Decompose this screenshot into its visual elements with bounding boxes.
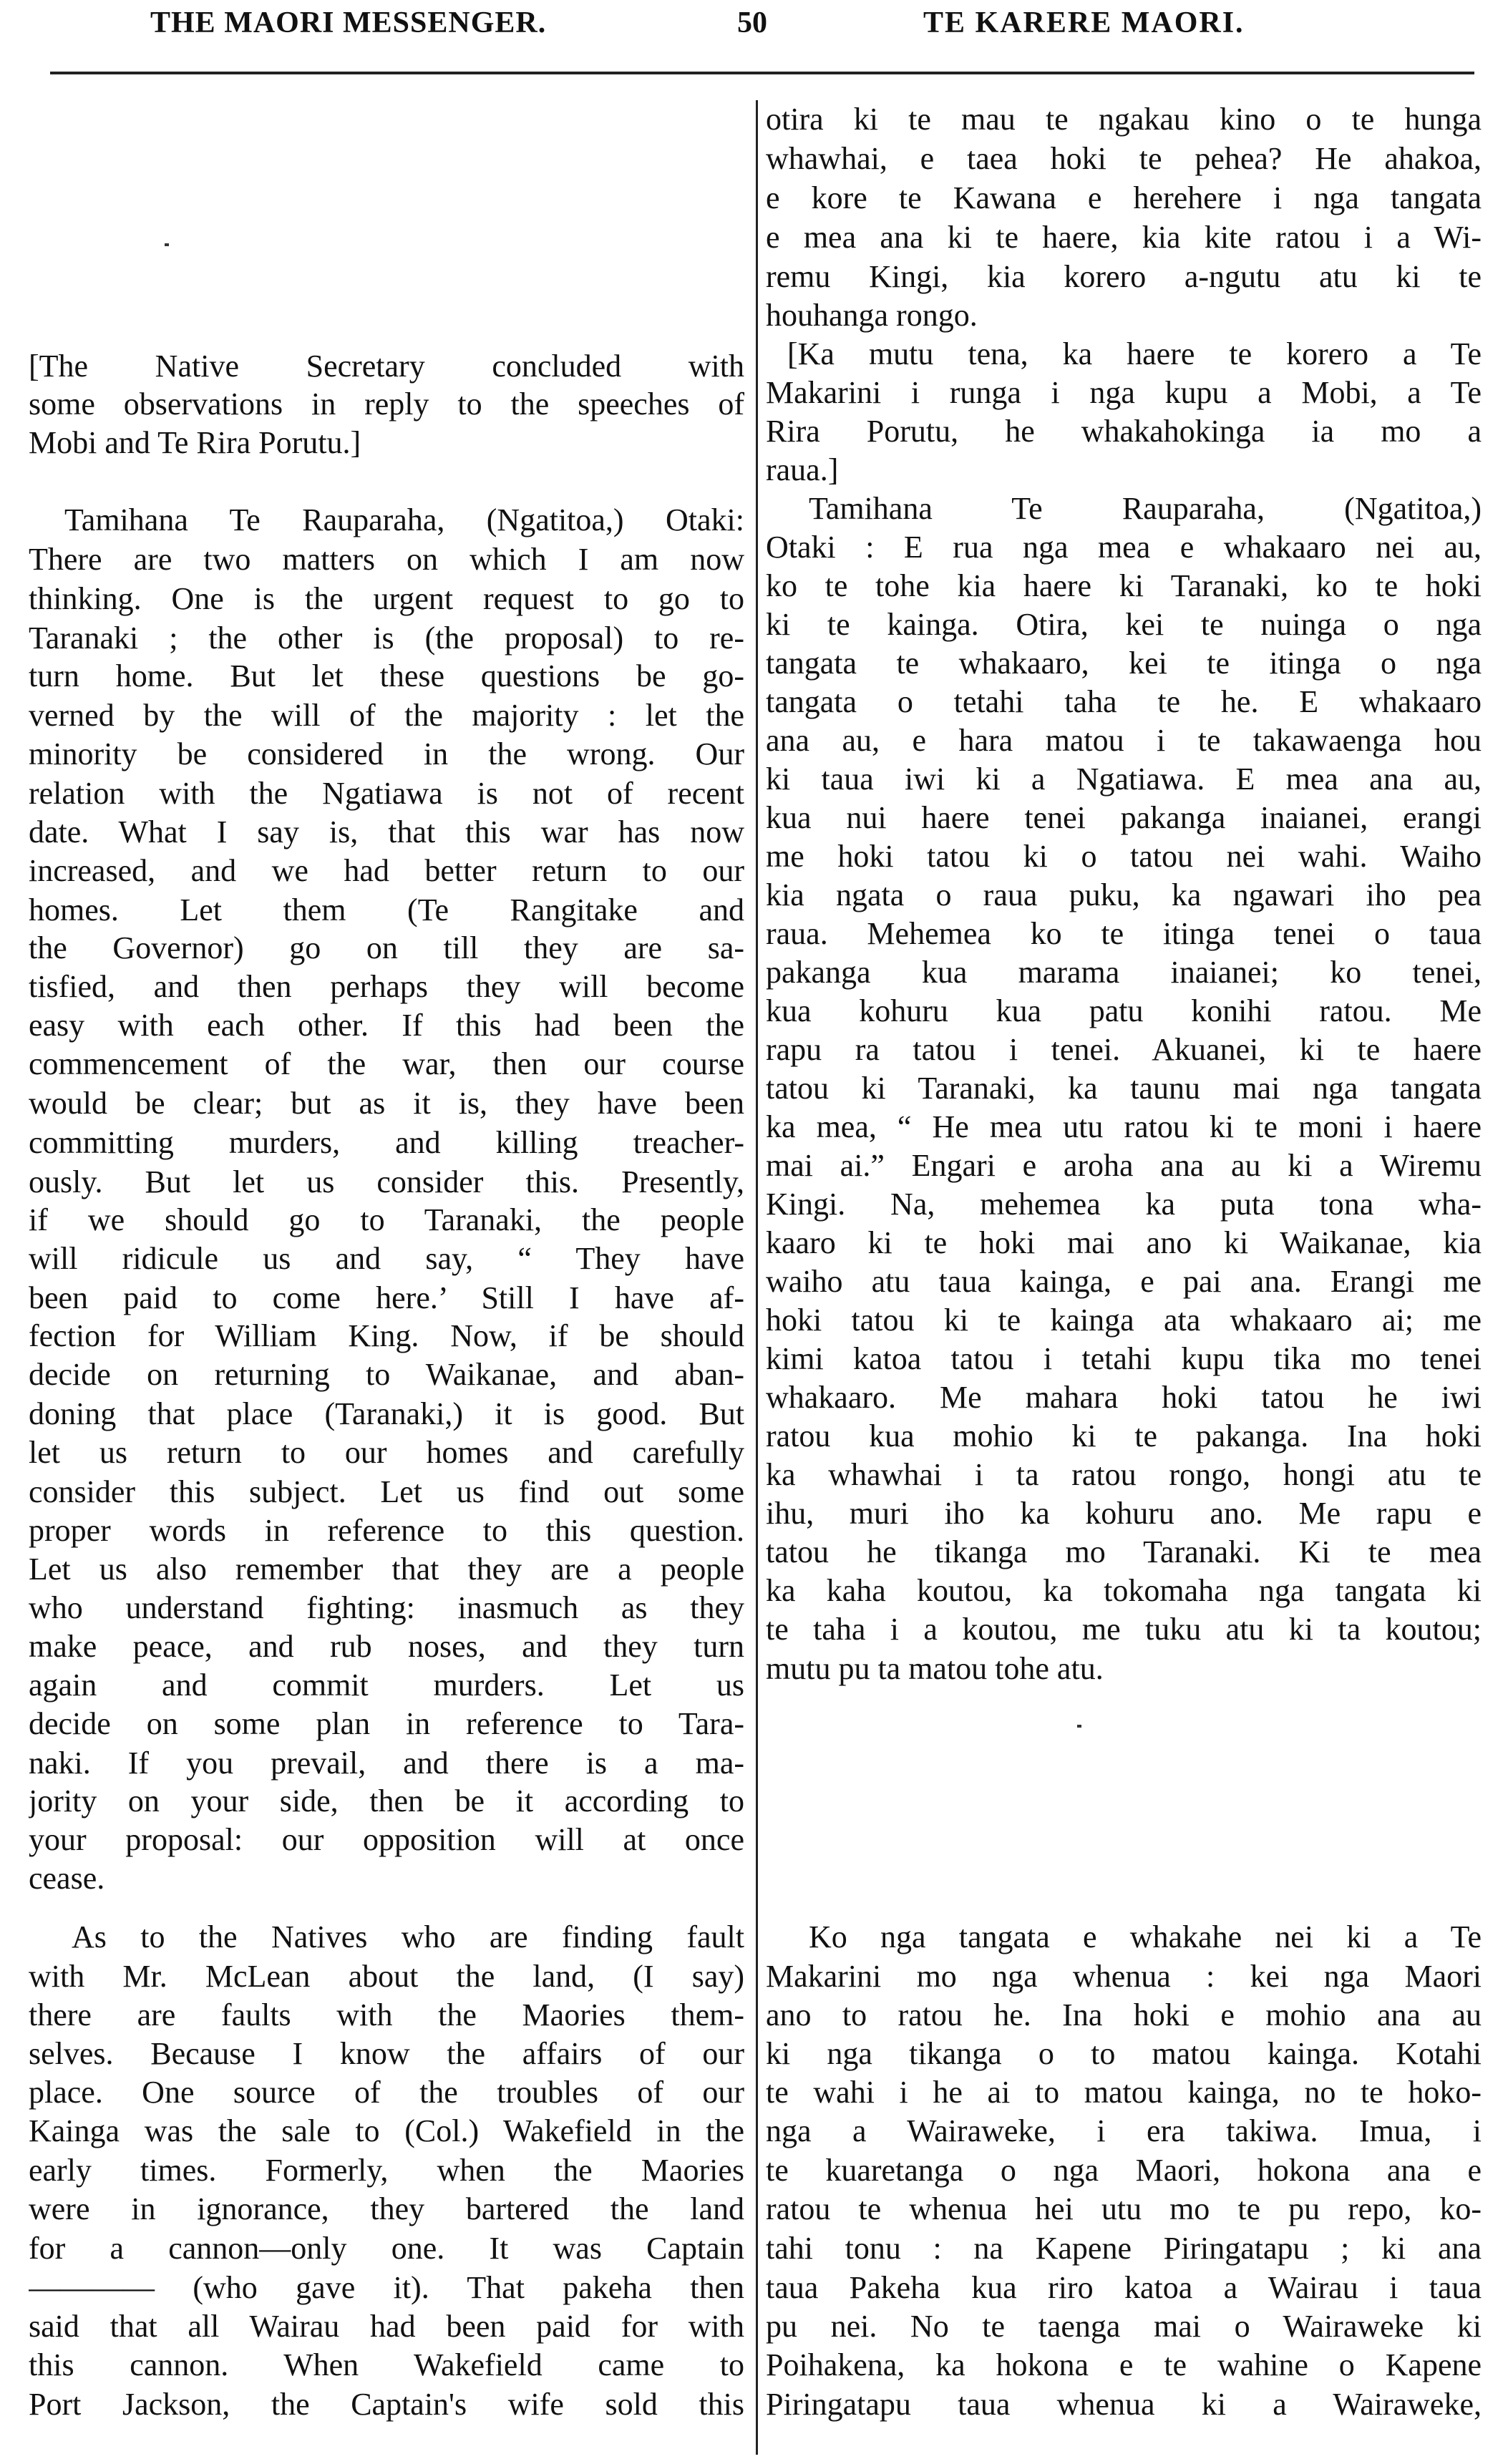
text-line: As to the Natives who are finding fault <box>72 1919 744 1954</box>
text-line: Kainga was the sale to (Col.) Wakefield in the <box>29 2113 744 2148</box>
text-line: there are faults with the Maories them- <box>29 1997 744 2032</box>
text-line: te kuaretanga o nga Maori, hokona ana e <box>766 2153 1482 2188</box>
text-line: early times. Formerly, when the Maories <box>29 2153 744 2188</box>
text-line: kua kohuru kua patu konihi ratou. Me <box>766 993 1482 1028</box>
text-line: ously. But let us consider this. Presently, <box>29 1164 744 1199</box>
page-number: 50 <box>737 6 767 39</box>
text-line: ki nga tikanga o to matou kainga. Kotahi <box>766 2036 1482 2071</box>
text-line: Taranaki ; the other is (the proposal) to re- <box>29 620 744 656</box>
text-line: doning that place (Taranaki,) it is good. But <box>29 1396 744 1431</box>
text-line: this cannon. When Wakefield came to <box>29 2347 744 2382</box>
text-line: decide on returning to Waikanae, and aban- <box>29 1357 744 1392</box>
text-line: said that all Wairau had been paid for with <box>29 2309 744 2344</box>
text-line: proper words in reference to this question. <box>29 1513 744 1548</box>
text-line: hoki tatou ki te kainga ata whakaaro ai; me <box>766 1302 1482 1338</box>
text-line: will ridicule us and say, “ They have <box>29 1241 744 1276</box>
text-line: naki. If you prevail, and there is a ma- <box>29 1745 744 1781</box>
text-line: were in ignorance, they bartered the land <box>29 2191 744 2226</box>
text-line: [The Native Secretary concluded with <box>29 349 744 384</box>
text-line: date. What I say is, that this war has now <box>29 814 744 849</box>
text-line: te taha i a koutou, me tuku atu ki ta koutou; <box>766 1612 1482 1647</box>
text-line: thinking. One is the urgent request to go to <box>29 581 744 616</box>
text-line: with Mr. McLean about the land, (I say) <box>29 1959 744 1994</box>
text-line: kua nui haere tenei pakanga inaianei, erangi <box>766 800 1482 835</box>
text-line: houhanga rongo. <box>766 298 978 333</box>
header-rule <box>50 72 1474 74</box>
text-line: turn home. But let these questions be go- <box>29 658 744 693</box>
text-line: Mobi and Te Rira Porutu.] <box>29 425 361 460</box>
text-line: nga a Wairaweke, i era takiwa. Imua, i <box>766 2113 1482 2148</box>
text-line: tisfied, and then perhaps they will become <box>29 969 744 1004</box>
text-line: Ko nga tangata e whakahe nei ki a Te <box>809 1919 1482 1954</box>
text-line: e mea ana ki te haere, kia kite ratou i a Wi- <box>766 220 1482 255</box>
text-line: cease. <box>29 1861 105 1896</box>
text-line: mai ai.” Engari e aroha ana au ki a Wiremu <box>766 1148 1482 1183</box>
text-line: whakaaro. Me mahara hoki tatou he iwi <box>766 1380 1482 1415</box>
text-line: Makarini i runga i nga kupu a Mobi, a Te <box>766 375 1482 410</box>
text-line: tahi tonu : na Kapene Piringatapu ; ki ana <box>766 2231 1482 2266</box>
text-line: homes. Let them (Te Rangitake and <box>29 892 744 927</box>
text-line: some observations in reply to the speeches of <box>29 386 744 422</box>
text-line: tangata o tetahi taha te he. E whakaaro <box>766 684 1482 719</box>
text-line: for a cannon—only one. It was Captain <box>29 2231 744 2266</box>
text-line: selves. Because I know the affairs of our <box>29 2036 744 2071</box>
text-line: your proposal: our opposition will at once <box>29 1822 744 1857</box>
text-line: tatou ki Taranaki, ka taunu mai nga tangata <box>766 1071 1482 1106</box>
text-line: ka mea, “ He mea utu ratou ki te moni i haere <box>766 1109 1482 1144</box>
text-line: Rira Porutu, he whakahokinga ia mo a <box>766 414 1482 449</box>
text-line: if we should go to Taranaki, the people <box>29 1202 744 1237</box>
text-line: Kingi. Na, mehemea ka puta tona wha- <box>766 1187 1482 1222</box>
text-line: remu Kingi, kia korero a-ngutu atu ki te <box>766 259 1482 294</box>
text-line: Makarini mo nga whenua : kei nga Maori <box>766 1959 1482 1994</box>
text-line: the Governor) go on till they are sa- <box>29 930 744 965</box>
text-line: been paid to come here.’ Still I have af- <box>29 1280 744 1315</box>
header-title-english: THE MAORI MESSENGER. <box>150 6 547 39</box>
text-line: ana au, e hara matou i te takawaenga hou <box>766 723 1482 758</box>
text-line: pakanga kua marama inaianei; ko tenei, <box>766 955 1482 990</box>
text-line: me hoki tatou ki o tatou nei wahi. Waiho <box>766 839 1482 874</box>
print-speck <box>1077 1725 1081 1728</box>
text-line: Poihakena, ka hokona e te wahine o Kapene <box>766 2347 1482 2382</box>
text-line: ihu, muri iho ka kohuru ano. Me rapu e <box>766 1496 1482 1531</box>
page-header <box>0 0 1508 57</box>
text-line: who understand fighting: inasmuch as they <box>29 1590 744 1625</box>
text-line: ka kaha koutou, ka tokomaha nga tangata ki <box>766 1573 1482 1608</box>
text-line: would be clear; but as it is, they have been <box>29 1086 744 1121</box>
text-line: Tamihana Te Rauparaha, (Ngatitoa,) <box>809 491 1482 526</box>
text-line: ratou kua mohio ki te pakanga. Ina hoki <box>766 1418 1482 1453</box>
text-line: tangata te whakaaro, kei te itinga o nga <box>766 646 1482 681</box>
text-line: [Ka mutu tena, ka haere te korero a Te <box>787 336 1482 371</box>
text-line: consider this subject. Let us find out some <box>29 1474 744 1509</box>
text-line: rapu ra tatou i tenei. Akuanei, ki te haere <box>766 1032 1482 1067</box>
text-line: kia ngata o raua puku, ka ngawari iho pea <box>766 877 1482 912</box>
text-line: ———— (who gave it). That pakeha then <box>29 2270 744 2305</box>
text-line: increased, and we had better return to our <box>29 853 744 888</box>
text-line: raua. Mehemea ko te itinga tenei o taua <box>766 916 1482 951</box>
text-line: kimi katoa tatou i tetahi kupu tika mo tenei <box>766 1341 1482 1376</box>
text-line: otira ki te mau te ngakau kino o te hunga <box>766 102 1482 137</box>
text-line: committing murders, and killing treacher- <box>29 1125 744 1160</box>
text-line: whawhai, e taea hoki te pehea? He ahakoa, <box>766 141 1482 176</box>
text-line: relation with the Ngatiawa is not of recent <box>29 776 744 811</box>
text-line: make peace, and rub noses, and they turn <box>29 1629 744 1664</box>
text-line: fection for William King. Now, if be should <box>29 1318 744 1353</box>
text-line: e kore te Kawana e herehere i nga tangata <box>766 180 1482 215</box>
column-divider <box>756 100 758 2455</box>
text-line: commencement of the war, then our course <box>29 1046 744 1081</box>
text-line: raua.] <box>766 452 839 487</box>
text-line: ko te tohe kia haere ki Taranaki, ko te hoki <box>766 568 1482 603</box>
text-line: pu nei. No te taenga mai o Wairaweke ki <box>766 2309 1482 2344</box>
text-line: Port Jackson, the Captain's wife sold this <box>29 2387 744 2422</box>
text-line: let us return to our homes and carefully <box>29 1435 744 1470</box>
text-line: mutu pu ta matou tohe atu. <box>766 1651 1104 1686</box>
text-line: decide on some plan in reference to Tara- <box>29 1706 744 1741</box>
text-line: tatou he tikanga mo Taranaki. Ki te mea <box>766 1534 1482 1569</box>
text-line: kaaro ki te hoki mai ano ki Waikanae, kia <box>766 1225 1482 1260</box>
text-line: There are two matters on which I am now <box>29 542 744 577</box>
text-line: Piringatapu taua whenua ki a Wairaweke, <box>766 2387 1482 2422</box>
print-speck <box>165 243 169 246</box>
text-line: place. One source of the troubles of our <box>29 2075 744 2110</box>
text-line: verned by the will of the majority : let the <box>29 698 744 733</box>
text-line: ka whawhai i ta ratou rongo, hongi atu te <box>766 1457 1482 1492</box>
text-line: ki taua iwi ki a Ngatiawa. E mea ana au, <box>766 761 1482 797</box>
text-line: jority on your side, then be it according to <box>29 1783 744 1818</box>
text-line: waiho atu taua kainga, e pai ana. Erangi me <box>766 1264 1482 1299</box>
text-line: Tamihana Te Rauparaha, (Ngatitoa,) Otaki: <box>64 502 744 537</box>
text-line: te wahi i he ai to matou kainga, no te hoko- <box>766 2075 1482 2110</box>
text-line: easy with each other. If this had been the <box>29 1008 744 1043</box>
text-line: Let us also remember that they are a people <box>29 1552 744 1587</box>
text-line: again and commit murders. Let us <box>29 1667 744 1703</box>
text-line: ki te kainga. Otira, kei te nuinga o nga <box>766 607 1482 642</box>
text-line: ano to ratou he. Ina hoki e mohio ana au <box>766 1997 1482 2032</box>
text-line: ratou te whenua hei utu mo te pu repo, ko- <box>766 2191 1482 2226</box>
text-line: minority be considered in the wrong. Our <box>29 736 744 771</box>
text-line: taua Pakeha kua riro katoa a Wairau i taua <box>766 2270 1482 2305</box>
text-line: Otaki : E rua nga mea e whakaaro nei au, <box>766 530 1482 565</box>
header-title-maori: TE KARERE MAORI. <box>923 6 1245 39</box>
